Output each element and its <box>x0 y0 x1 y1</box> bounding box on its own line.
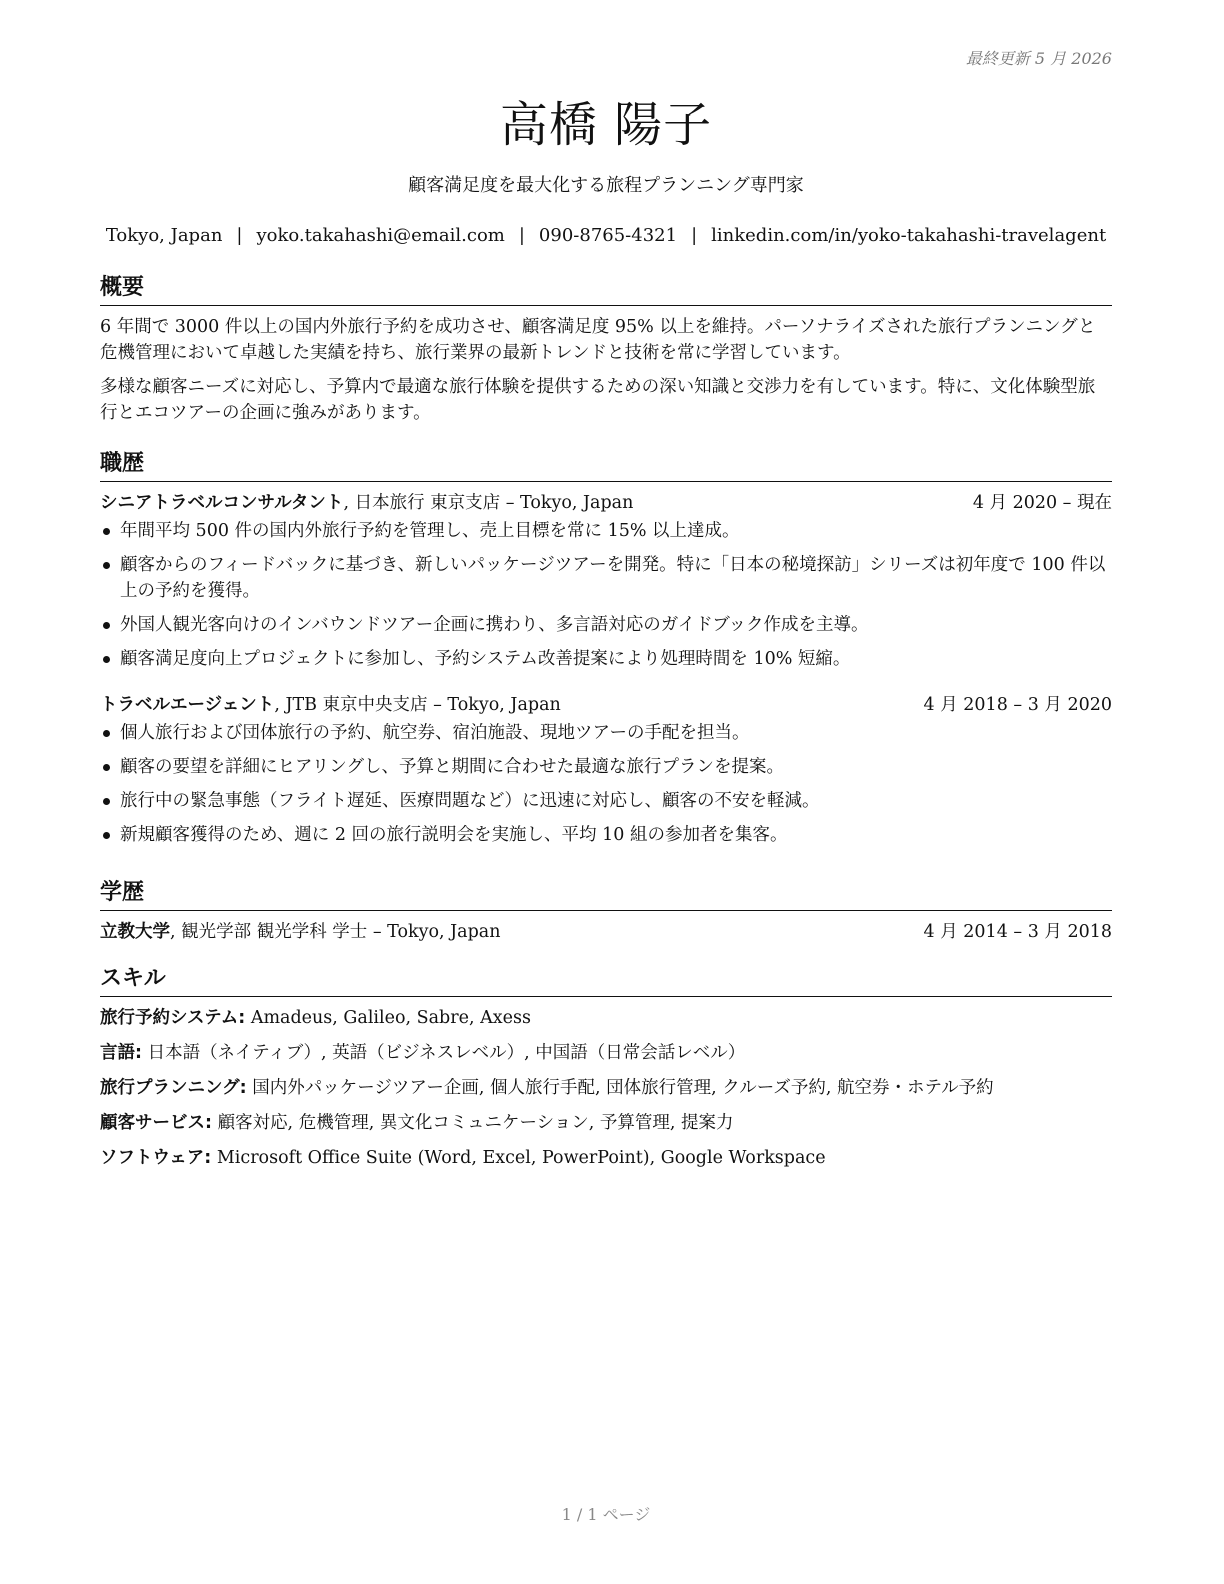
summary-paragraph: 多様な顧客ニーズに対応し、予算内で最適な旅行体験を提供するための深い知識と交渉力を有しています。特に、文化体験型旅行とエコツアーの企画に強みがあります。 <box>100 377 1096 423</box>
job-bullet: 顧客の要望を詳細にヒアリングし、予算と期間に合わせた最適な旅行プランを提案。 <box>100 754 1112 780</box>
job-title-line <box>100 692 561 718</box>
page-number: 1 / 1 ページ <box>561 1505 651 1524</box>
section-title-skills: スキル <box>100 964 1112 997</box>
section-title-summary: 概要 <box>100 273 1112 306</box>
last-updated: 最終更新 5 月 2026 <box>965 49 1112 68</box>
job-bullet: 顧客からのフィードバックに基づき、新しいパッケージツアーを開発。特に「日本の秘境探訪」シリーズは初年度で 100 件以上の予約を獲得。 <box>100 552 1112 604</box>
skill-label: 顧客サービス: <box>100 1113 212 1133</box>
job-bullets <box>100 518 1112 672</box>
job-role: トラベルエージェント <box>100 695 275 715</box>
contact-separator: | <box>236 225 243 246</box>
skill-value: 日本語（ネイティブ）, 英語（ビジネスレベル）, 中国語（日常会話レベル） <box>142 1043 746 1063</box>
skill-row <box>100 1005 1112 1031</box>
skill-value: 国内外パッケージツアー企画, 個人旅行手配, 団体旅行管理, クルーズ予約, 航空券・ホテル予約 <box>246 1078 994 1098</box>
job-entry <box>100 490 1112 672</box>
skill-value: Microsoft Office Suite (Word, Excel, PowerPoint), Google Workspace <box>211 1148 826 1168</box>
job-org: , 日本旅行 東京支店 – Tokyo, Japan <box>343 493 634 513</box>
skill-label: 言語: <box>100 1043 142 1063</box>
job-bullet: 外国人観光客向けのインバウンドツアー企画に携わり、多言語対応のガイドブック作成を主導。 <box>100 612 1112 638</box>
education-dates: 4 月 2014 – 3 月 2018 <box>923 922 1112 942</box>
skill-label: 旅行予約システム: <box>100 1008 246 1028</box>
contact-linkedin[interactable]: linkedin.com/in/yoko-takahashi-travelagent <box>711 225 1107 246</box>
education-section <box>100 878 1112 945</box>
candidate-name: 高橋 陽子 <box>499 97 713 153</box>
skill-row <box>100 1040 1112 1066</box>
tagline: 顧客満足度を最大化する旅程プランニング専門家 <box>408 175 804 196</box>
job-header <box>100 692 1112 718</box>
resume-page <box>100 0 1112 1584</box>
education-entry <box>100 919 1112 945</box>
job-title-line <box>100 490 633 516</box>
summary-section <box>100 273 1112 434</box>
section-title-experience: 職歴 <box>100 449 1112 482</box>
contact-separator: | <box>691 225 698 246</box>
skill-value: 顧客対応, 危機管理, 異文化コミュニケーション, 予算管理, 提案力 <box>212 1113 734 1133</box>
skill-row <box>100 1145 1112 1171</box>
job-role: シニアトラベルコンサルタント <box>100 493 344 513</box>
job-bullets <box>100 720 1112 848</box>
summary-paragraph: 6 年間で 3000 件以上の国内外旅行予約を成功させ、顧客満足度 95% 以上を維持。パーソナライズされた旅行プランニングと危機管理において卓越した実績を持ち、旅行業界の最新トレンドと技術を常に学習しています。 <box>100 317 1096 363</box>
job-header <box>100 490 1112 516</box>
job-bullet: 顧客満足度向上プロジェクトに参加し、予約システム改善提案により処理時間を 10% 短縮。 <box>100 646 1112 672</box>
job-dates: 4 月 2018 – 3 月 2020 <box>923 695 1112 715</box>
skill-label: ソフトウェア: <box>100 1148 212 1168</box>
job-org: , JTB 東京中央支店 – Tokyo, Japan <box>274 695 561 715</box>
job-bullet: 個人旅行および団体旅行の予約、航空券、宿泊施設、現地ツアーの手配を担当。 <box>100 720 1112 746</box>
contact-phone: 090-8765-4321 <box>538 225 678 246</box>
skills-section <box>100 964 1112 1180</box>
job-entry <box>100 692 1112 848</box>
contact-email[interactable]: yoko.takahashi@email.com <box>256 225 505 246</box>
experience-section <box>100 449 1112 856</box>
contact-line <box>100 225 1112 246</box>
skill-row <box>100 1075 1112 1101</box>
job-bullet: 新規顧客獲得のため、週に 2 回の旅行説明会を実施し、平均 10 組の参加者を集客。 <box>100 822 1112 848</box>
skill-value: Amadeus, Galileo, Sabre, Axess <box>245 1008 531 1028</box>
education-title-line <box>100 919 500 945</box>
school-name: 立教大学 <box>100 922 170 942</box>
skill-label: 旅行プランニング: <box>100 1078 247 1098</box>
job-bullet: 年間平均 500 件の国内外旅行予約を管理し、売上目標を常に 15% 以上達成。 <box>100 518 1112 544</box>
section-title-education: 学歴 <box>100 878 1112 911</box>
job-dates: 4 月 2020 – 現在 <box>972 493 1112 513</box>
job-bullet: 旅行中の緊急事態（フライト遅延、医療問題など）に迅速に対応し、顧客の不安を軽減。 <box>100 788 1112 814</box>
contact-separator: | <box>518 225 525 246</box>
contact-location: Tokyo, Japan <box>105 225 223 246</box>
skill-row <box>100 1110 1112 1136</box>
degree: , 観光学部 観光学科 学士 – Tokyo, Japan <box>170 922 501 942</box>
